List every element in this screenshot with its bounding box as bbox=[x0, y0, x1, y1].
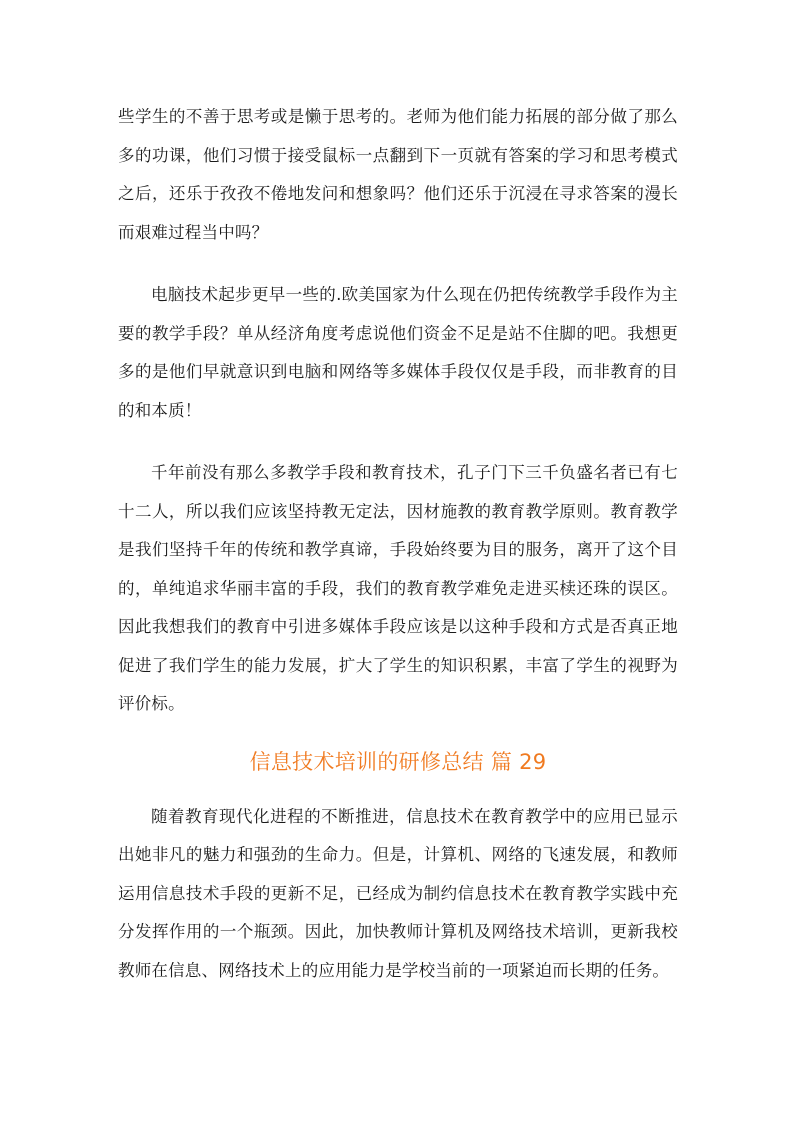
paragraph-it-application: 随着教育现代化进程的不断推进，信息技术在教育教学中的应用已显示出她非凡的魅力和强劲的生命力。但是，计算机、网络的飞速发展，和教师运用信息技术手段的更新不足，已经成为制约信息技术在教育教学实践中充分发挥作用的一个瓶颈。因此，加快教师计算机及网络技术培训，更新我校教师在信息、网络技术上的应用能力是学校当前的一项紧迫而长期的任务。 bbox=[118, 806, 678, 980]
paragraph-computer-technology: 电脑技术起步更早一些的.欧美国家为什么现在仍把传统教学手段作为主要的教学手段？单从经济角度考虑说他们资金不足是站不住脚的吧。我想更多的是他们早就意识到电脑和网络等多媒体手段仅仅是手段，而非教育的目的和本质！ bbox=[118, 285, 678, 420]
section-heading: 信息技术培训的研修总结 篇 29 bbox=[249, 749, 547, 774]
paragraph-continuation: 些学生的不善于思考或是懒于思考的。老师为他们能力拓展的部分做了那么多的功课，他们习惯于接受鼠标一点翻到下一页就有答案的学习和思考模式之后，还乐于孜孜不倦地发问和想象吗？他们还乐于沉浸在寻求答案的漫长而艰难过程当中吗？ bbox=[118, 107, 678, 242]
document-page bbox=[118, 98, 678, 990]
paragraph-teaching-principles: 千年前没有那么多教学手段和教育技术，孔子门下三千负盛名者已有七十二人，所以我们应该坚持教无定法，因材施教的教育教学原则。教育教学是我们坚持千年的传统和教学真谛，手段始终要为目的服务，离开了这个目的，单纯追求华丽丰富的手段，我们的教育教学难免走进买椟还珠的误区。因此我想我们的教育中引进多媒体手段应该是以这种手段和方式是否真正地促进了我们学生的能力发展，扩大了学生的知识积累，丰富了学生的视野为评价标。 bbox=[118, 463, 678, 713]
